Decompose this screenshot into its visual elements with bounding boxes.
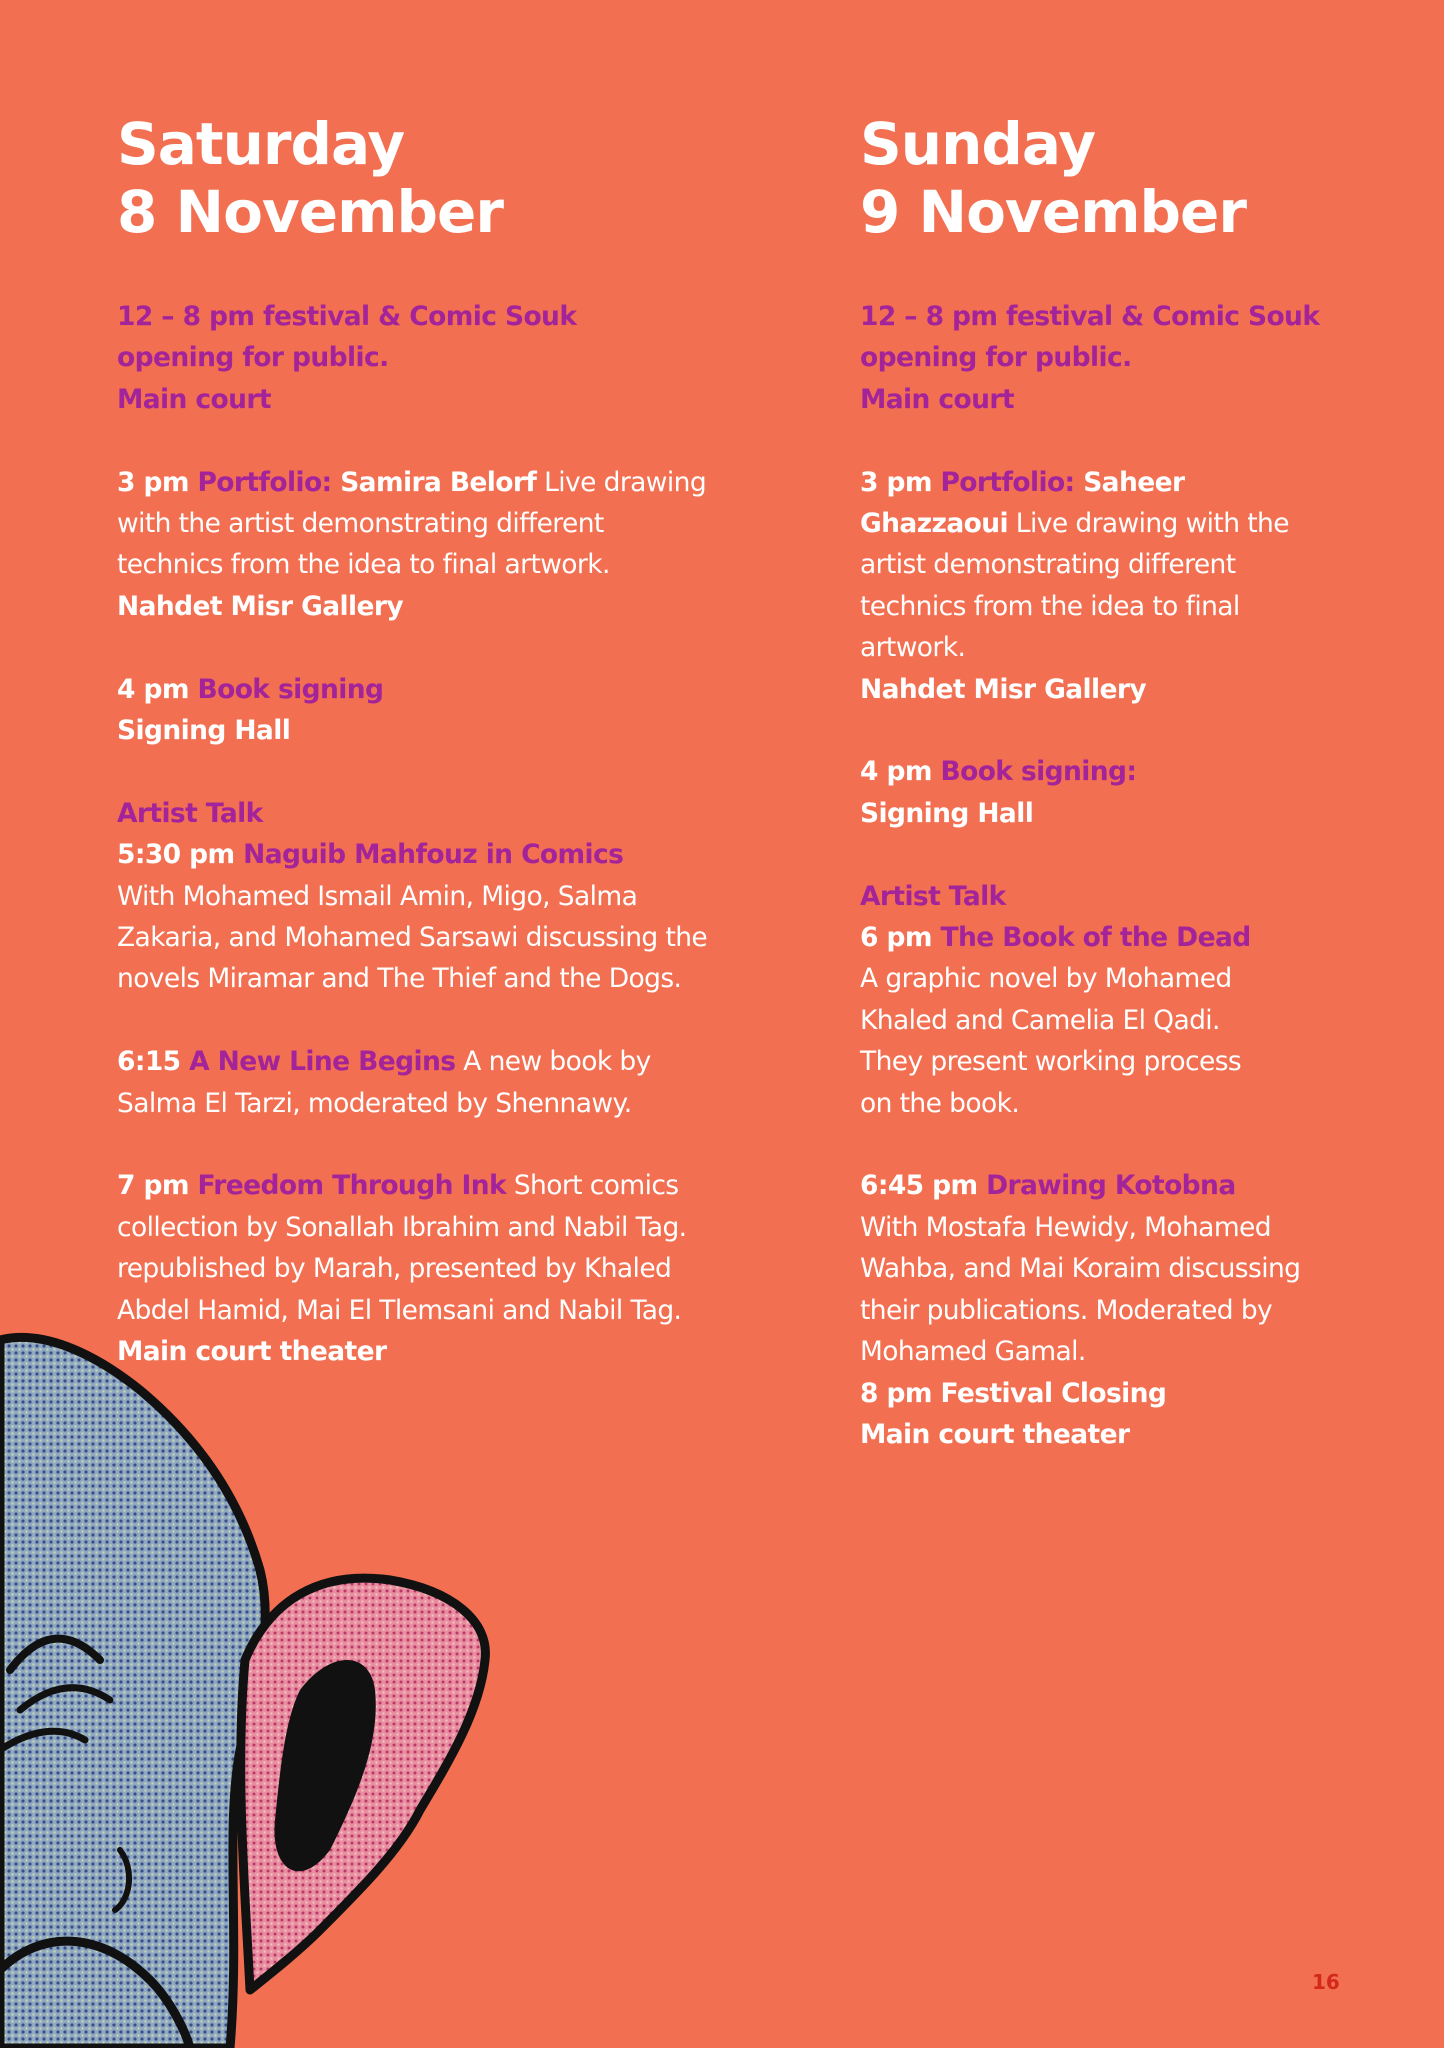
event-bold-text: Main court theater xyxy=(117,1336,387,1368)
event-bold-text: Nahdet Misr Gallery xyxy=(117,590,404,622)
event-description-text: republished by Marah, presented by Khaled xyxy=(117,1253,672,1285)
event-bold-text: 6 pm xyxy=(860,922,941,954)
event-item xyxy=(860,296,1420,420)
event-highlight-text: opening for public. xyxy=(117,342,389,374)
event-line xyxy=(117,337,677,378)
event-bold-text: Samira Belorf xyxy=(340,466,537,498)
event-description-text: artwork. xyxy=(860,632,966,664)
event-description-text: collection by Sonallah Ibrahim and Nabil Tag. xyxy=(117,1211,687,1243)
event-item xyxy=(860,876,1420,1124)
event-line xyxy=(860,669,1420,710)
event-item xyxy=(117,793,708,1000)
event-line xyxy=(860,1083,1420,1124)
event-line xyxy=(117,917,708,958)
event-description-text: their publications. Moderated by xyxy=(860,1294,1273,1326)
comic-character-head-illustration xyxy=(0,1330,500,2048)
event-line xyxy=(117,1290,682,1331)
event-description-text: Salma El Tarzi, moderated by Shennawy. xyxy=(117,1087,632,1119)
event-highlight-text: Artist Talk xyxy=(117,797,263,829)
event-highlight-text: Portfolio: xyxy=(197,466,341,498)
event-bold-text: 4 pm xyxy=(117,673,198,705)
event-description-text: Wahba, and Mai Koraim discussing xyxy=(860,1253,1301,1285)
event-line xyxy=(860,793,1420,834)
event-bold-text: 5:30 pm xyxy=(117,839,244,871)
event-bold-text: 3 pm xyxy=(860,466,941,498)
event-bold-text: Nahdet Misr Gallery xyxy=(860,673,1147,705)
event-line xyxy=(860,1165,1420,1206)
event-line xyxy=(860,503,1420,544)
event-highlight-text: 12 – 8 pm festival & Comic Souk xyxy=(860,301,1320,332)
event-line xyxy=(117,793,677,834)
event-highlight-text: Naguib Mahfouz in Comics xyxy=(243,839,624,871)
event-line xyxy=(860,917,1420,958)
event-highlight-text: Main court xyxy=(860,383,1014,415)
event-line xyxy=(860,1000,1420,1041)
event-bold-text: 7 pm xyxy=(117,1170,198,1202)
event-line xyxy=(117,834,677,875)
event-line xyxy=(117,296,677,337)
event-bold-text: Ghazzaoui xyxy=(860,508,1008,540)
page-number: 16 xyxy=(1312,1970,1340,1994)
event-description-text: Live drawing with the xyxy=(1007,508,1289,540)
event-line xyxy=(860,1373,1420,1414)
event-line xyxy=(117,669,677,710)
day-title-weekday: Saturday xyxy=(117,110,405,178)
event-highlight-text: Book signing xyxy=(197,673,384,705)
event-description-text: technics from the idea to final xyxy=(860,590,1240,622)
day-title-date: 8 November xyxy=(117,178,503,246)
event-highlight-text: Book signing: xyxy=(940,756,1137,788)
event-list xyxy=(117,296,708,1372)
event-bold-text: 4 pm xyxy=(860,756,941,788)
event-highlight-text: A New Line Begins xyxy=(189,1046,456,1078)
event-description-text: Short comics xyxy=(506,1170,679,1202)
event-description-text: Zakaria, and Mohamed Sarsawi discussing the xyxy=(117,922,708,954)
event-line xyxy=(117,544,677,585)
event-line xyxy=(117,586,677,627)
event-item xyxy=(117,462,707,628)
event-item xyxy=(117,296,677,420)
event-line xyxy=(860,751,1420,792)
event-line xyxy=(117,710,677,751)
event-highlight-text: The Book of the Dead xyxy=(940,922,1251,954)
event-line xyxy=(117,462,707,503)
event-line xyxy=(117,1248,677,1289)
event-description-text: technics from the idea to final artwork. xyxy=(117,549,610,581)
event-line xyxy=(117,958,682,999)
event-item xyxy=(117,1041,677,1124)
event-highlight-text: Freedom Through Ink xyxy=(197,1170,507,1202)
day-title-date: 9 November xyxy=(860,178,1246,246)
event-item xyxy=(860,1165,1420,1455)
event-bold-text: 8 pm Festival Closing xyxy=(860,1377,1167,1409)
event-line xyxy=(860,627,1420,668)
event-description-text: novels Miramar and The Thief and the Dogs. xyxy=(117,963,682,995)
event-bold-text: Signing Hall xyxy=(117,715,291,747)
event-line xyxy=(117,1165,677,1206)
event-line xyxy=(117,876,677,917)
event-bold-text: Signing Hall xyxy=(860,797,1034,829)
day-column-saturday xyxy=(117,110,708,1414)
event-description-text: with the artist demonstrating different xyxy=(117,508,604,540)
event-line xyxy=(860,586,1420,627)
event-description-text: They present working process xyxy=(860,1046,1242,1078)
event-highlight-text: Drawing Kotobna xyxy=(986,1170,1236,1202)
day-title-weekday: Sunday xyxy=(860,110,1096,178)
event-item xyxy=(117,669,677,752)
event-line xyxy=(860,876,1420,917)
event-line xyxy=(860,1331,1420,1372)
event-line xyxy=(860,337,1420,378)
event-highlight-text: Main court xyxy=(117,383,271,415)
event-bold-text: 3 pm xyxy=(117,466,198,498)
event-highlight-text: Portfolio: xyxy=(940,466,1084,498)
event-description-text: Mohamed Gamal. xyxy=(860,1336,1086,1368)
event-bold-text: Main court theater xyxy=(860,1418,1130,1450)
event-description-text: A new book by xyxy=(455,1046,651,1078)
event-description-text: Live drawing xyxy=(536,466,707,498)
event-bold-text: Saheer xyxy=(1083,466,1185,498)
event-description-text: A graphic novel by Mohamed xyxy=(860,963,1232,995)
event-line xyxy=(117,1083,677,1124)
event-line xyxy=(860,1041,1420,1082)
event-description-text: artist demonstrating different xyxy=(860,549,1236,581)
event-line xyxy=(860,1207,1420,1248)
event-highlight-text: 12 – 8 pm festival & Comic Souk xyxy=(117,301,577,332)
event-highlight-text: opening for public. xyxy=(860,342,1132,374)
event-bold-text: 6:45 pm xyxy=(860,1170,987,1202)
event-line xyxy=(117,503,677,544)
day-column-sunday xyxy=(860,110,1420,1497)
event-line xyxy=(860,1248,1420,1289)
event-item xyxy=(860,751,1420,834)
event-line xyxy=(860,379,1420,420)
event-line xyxy=(860,958,1420,999)
event-bold-text: 6:15 xyxy=(117,1046,190,1078)
event-description-text: Khaled and Camelia El Qadi. xyxy=(860,1004,1220,1036)
event-highlight-text: Artist Talk xyxy=(860,880,1006,912)
event-item xyxy=(860,462,1420,710)
event-line xyxy=(860,1290,1420,1331)
event-line xyxy=(860,296,1420,337)
day-title xyxy=(860,110,1420,246)
event-line xyxy=(117,379,677,420)
day-title xyxy=(117,110,677,246)
event-line xyxy=(117,1041,677,1082)
event-description-text: With Mohamed Ismail Amin, Migo, Salma xyxy=(117,880,638,912)
event-line xyxy=(860,462,1420,503)
event-line xyxy=(860,1414,1420,1455)
event-description-text: With Mostafa Hewidy, Mohamed xyxy=(860,1211,1271,1243)
event-description-text: on the book. xyxy=(860,1087,1020,1119)
event-line xyxy=(117,1207,687,1248)
event-list xyxy=(860,296,1420,1455)
event-description-text: Abdel Hamid, Mai El Tlemsani and Nabil Tag. xyxy=(117,1294,682,1326)
event-line xyxy=(860,544,1420,585)
